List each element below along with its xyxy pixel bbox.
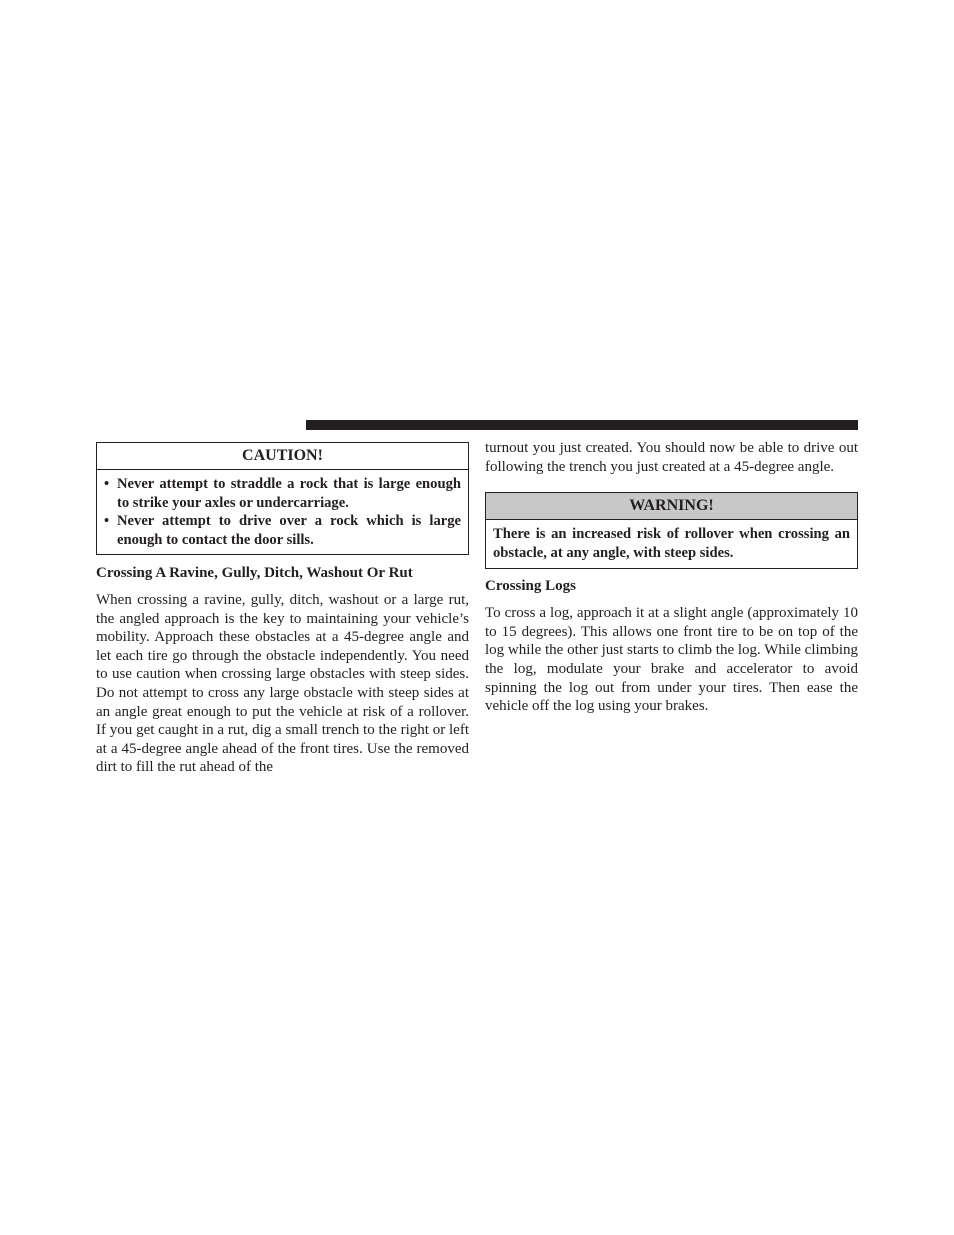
ravine-continuation: turnout you just created. You should now be able to drive out following the trench you just created at a 45-degree angle. [485, 440, 858, 475]
left-column [96, 442, 469, 777]
caution-item-text: Never attempt to straddle a rock that is large enough to strike your axles or undercarriage. [117, 476, 461, 511]
caution-item-text: Never attempt to drive over a rock which is large enough to contact the door sills. [117, 513, 461, 548]
caution-body [97, 470, 468, 554]
caution-item [104, 512, 461, 549]
bullet-icon: • [104, 476, 110, 492]
logs-heading: Crossing Logs [485, 578, 576, 595]
warning-body: There is an increased risk of rollover when crossing an obstacle, at any angle, with steep sides. [493, 526, 850, 561]
caution-box [96, 442, 469, 555]
warning-box [485, 492, 858, 569]
right-column [485, 439, 858, 716]
bullet-icon: • [104, 513, 110, 529]
caution-item [104, 475, 461, 512]
ravine-heading: Crossing A Ravine, Gully, Ditch, Washout Or Rut [96, 565, 413, 581]
logs-body: To cross a log, approach it at a slight angle (approximately 10 to 15 degrees). This allows one front tire to be on top of the log while the other just starts to climb the log. While climbing the log, modulate your brake and accelerator to avoid spinning the log out from under your tires. Then ease the vehicle off the log using your brakes. [485, 605, 859, 715]
caution-list [104, 475, 461, 549]
ravine-body: When crossing a ravine, gully, ditch, washout or a large rut, the angled approach is the key to maintaining your vehicle’s mobility. Approach these obstacles at a 45-degree angle and let each tire go through the obstacle independently. You need to use caution when crossing large obstacles with steep sides. Do not attempt to cross any large obstacle with steep sides at an angle great enough to put the vehicle at risk of a rollover. If you get caught in a rut, dig a small trench to the right or left at a 45-degree angle ahead of the front tires. Use the removed dirt to fill the rut ahead of the [96, 592, 469, 776]
warning-title: WARNING! [486, 493, 857, 520]
caution-title: CAUTION! [97, 443, 468, 470]
section-header-bar [306, 420, 858, 430]
